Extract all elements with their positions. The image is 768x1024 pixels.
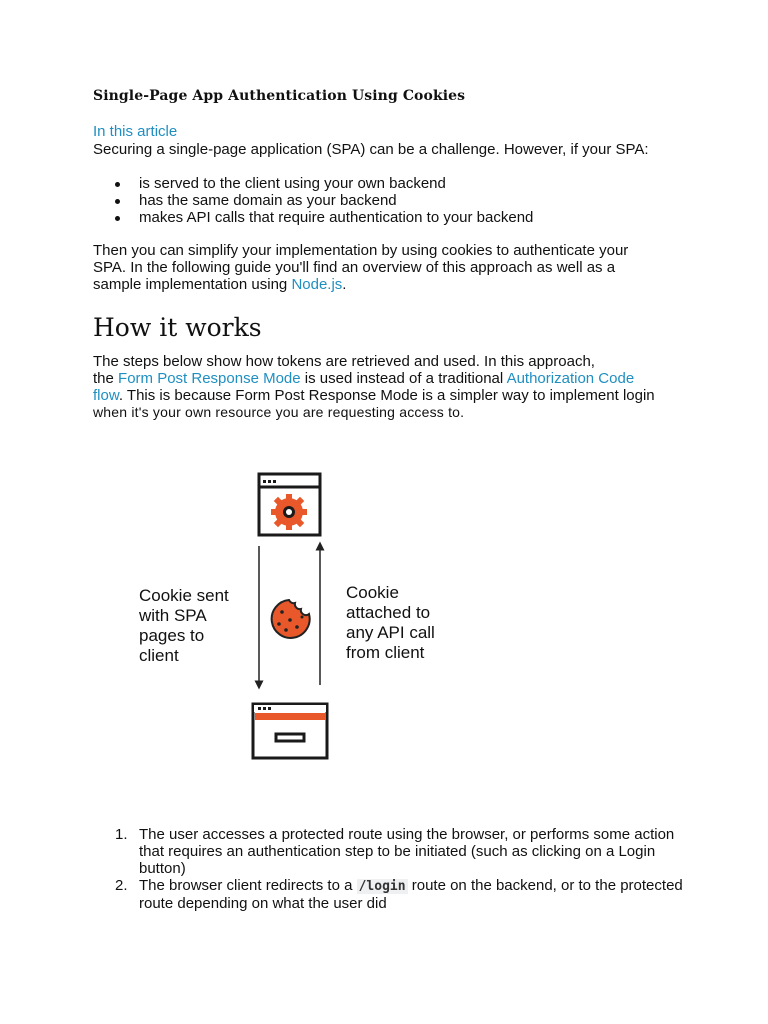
- list-item: has the same domain as your backend: [93, 192, 533, 209]
- page-title: Single-Page App Authentication Using Cookies: [93, 88, 466, 104]
- list-item: 1. The user accesses a protected route using the browser, or performs some action that requires an authentication step to be initiated (such as clicking on a Login button): [115, 826, 675, 877]
- list-item: makes API calls that require authentication to your backend: [93, 209, 533, 226]
- client-window-icon: [253, 704, 327, 758]
- nodejs-link[interactable]: Node.js: [291, 276, 343, 293]
- how-paragraph: The steps below show how tokens are retrieved and used. In this approach, the Form Post Response Mode is used instead of a traditional Authorization Code flow. This is because Form Post Response Mode is a simpler way to implement login when it's your own resource you are requesting access to.: [93, 353, 655, 420]
- list-item: 2. The browser client redirects to a /login route on the backend, or to the protected route depending on what the user did: [115, 877, 683, 912]
- cookie-attached-label: Cookie attached to any API call from client: [346, 583, 435, 662]
- cookie-icon: [272, 600, 310, 638]
- then-paragraph: Then you can simplify your implementation by using cookies to authenticate your SPA. In the following guide you'll find an overview of this approach as well as a sample implementation using Node.js.: [93, 242, 629, 293]
- authorization-code-flow-link[interactable]: flow: [93, 387, 119, 404]
- authorization-code-link[interactable]: Authorization Code: [506, 370, 635, 387]
- how-it-works-heading: How it works: [93, 313, 262, 342]
- form-post-response-mode-link[interactable]: Form Post Response Mode: [118, 370, 301, 387]
- in-this-article-link[interactable]: In this article: [93, 123, 178, 140]
- login-route-code: /login: [358, 879, 406, 894]
- gear-icon: [271, 494, 307, 530]
- list-item: is served to the client using your own backend: [93, 175, 533, 192]
- steps-list: [93, 826, 683, 912]
- intro-paragraph: Securing a single-page application (SPA) can be a challenge. However, if your SPA:: [93, 141, 649, 158]
- cookie-sent-label: Cookie sent with SPA pages to client: [139, 586, 229, 665]
